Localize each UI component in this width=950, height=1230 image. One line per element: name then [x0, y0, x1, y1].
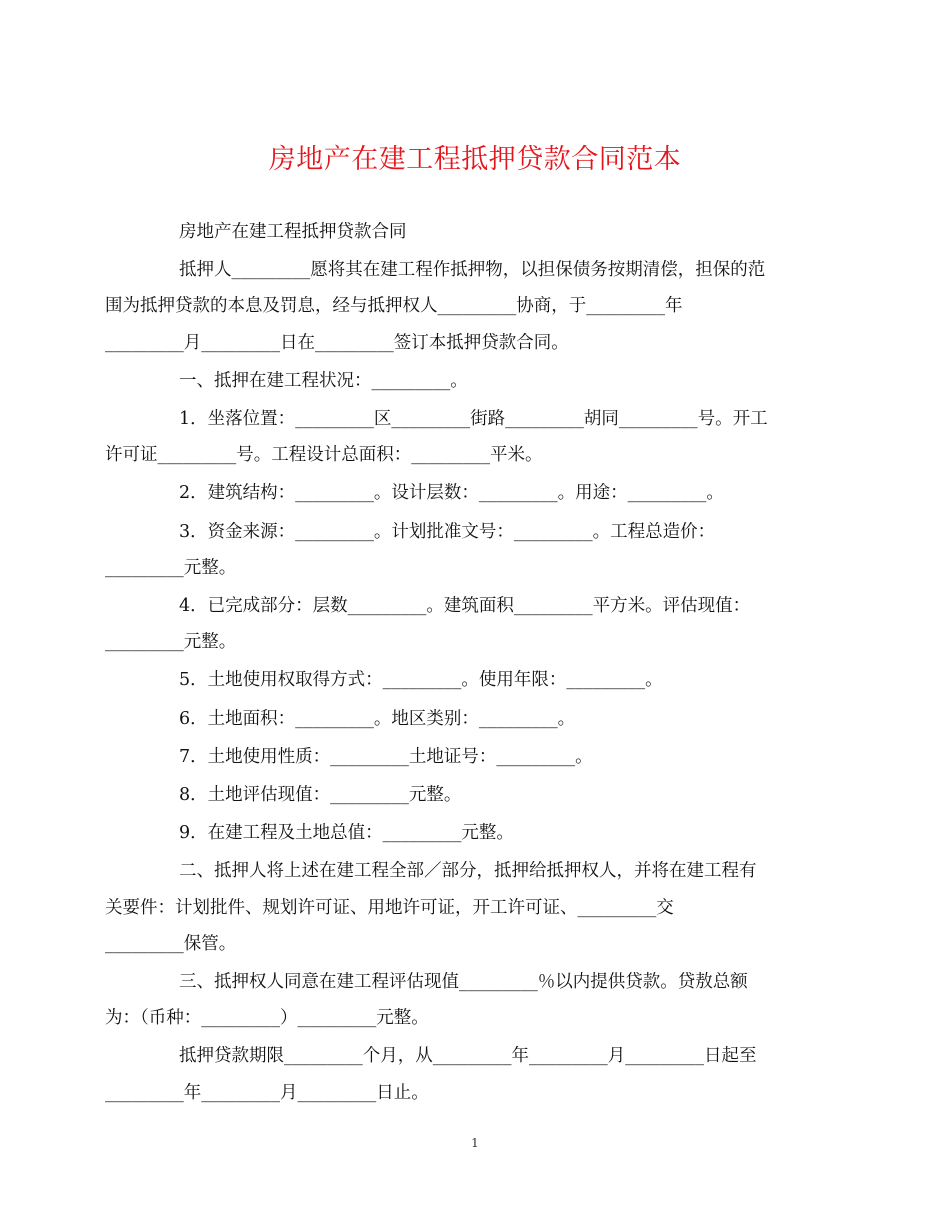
paragraph-contract-name: [142, 214, 807, 250]
paragraph-line: 1．坐落位置：_________区_________街路_________胡同_________号。开工: [179, 409, 768, 430]
paragraph-line: 3．资金来源：_________。计划批准文号：_________。工程总造价：: [179, 521, 716, 542]
clause-3: [105, 514, 807, 586]
document-body: [105, 214, 807, 1113]
paragraph-line: 房地产在建工程抵押贷款合同: [179, 222, 407, 242]
paragraph-line: 6．土地面积：_________。地区类别：_________。: [179, 708, 576, 729]
paragraph-line: 为：（币种：_________）_________元整。: [105, 1008, 429, 1029]
section-heading-1: [142, 363, 807, 399]
paragraph-line: _________元整。: [105, 557, 237, 578]
loan-term-paragraph: [105, 1038, 807, 1110]
paragraph-line: 关要件：计划批件、规划许可证、用地许可证，开工许可证、_________交: [105, 897, 674, 918]
paragraph-line: _________年_________月_________日止。: [105, 1082, 429, 1103]
paragraph-line: 7．土地使用性质：_________土地证号：_________。: [179, 746, 593, 767]
paragraph-line: 二、抵押人将上述在建工程全部／部分，抵押给抵押权人，并将在建工程有: [179, 861, 757, 882]
page-number: 1: [471, 1136, 479, 1150]
paragraph-line: _________月_________日在_________签订本抵押贷款合同。: [105, 332, 569, 353]
clause-9: [142, 815, 807, 851]
clause-5: [142, 662, 807, 698]
paragraph-line: 2．建筑结构：_________。设计层数：_________。用途：_________。: [179, 483, 724, 504]
clause-2: [142, 475, 807, 511]
paragraph-line: 围为抵押贷款的本息及罚息，经与抵押权人_________协商，于_________年: [105, 296, 683, 317]
paragraph-preamble: [105, 252, 807, 361]
paragraph-line: 三、抵押权人同意在建工程评估现值_________％以内提供贷款。贷敖总额: [179, 972, 748, 993]
paragraph-line: 许可证_________号。工程设计总面积：_________平米。: [105, 445, 543, 466]
clause-6: [142, 701, 807, 737]
paragraph-line: _________保管。: [105, 933, 237, 954]
clause-7: [142, 739, 807, 775]
paragraph-line: 8．土地评估现值：_________元整。: [179, 785, 462, 806]
section-2: [105, 853, 807, 962]
clause-1: [105, 401, 807, 473]
paragraph-line: 5．土地使用权取得方式：_________。使用年限：_________。: [179, 670, 663, 691]
paragraph-line: 4．已完成部分：层数_________。建筑面积_________平方米。评估现值：: [179, 596, 751, 617]
paragraph-line: 抵押人_________愿将其在建工程作抵押物，以担保债务按期清偿，担保的范: [179, 260, 766, 281]
clause-4: [105, 588, 807, 660]
document-title: 房地产在建工程抵押贷款合同范本: [268, 144, 682, 175]
clause-8: [142, 777, 807, 813]
section-3: [105, 964, 807, 1036]
paragraph-line: _________元整。: [105, 632, 237, 653]
paragraph-line: 9．在建工程及土地总值：_________元整。: [179, 823, 514, 844]
paragraph-line: 一、抵押在建工程状况：_________。: [179, 370, 468, 391]
paragraph-line: 抵押贷款期限_________个月，从_________年_________月_________日起至: [179, 1046, 757, 1067]
